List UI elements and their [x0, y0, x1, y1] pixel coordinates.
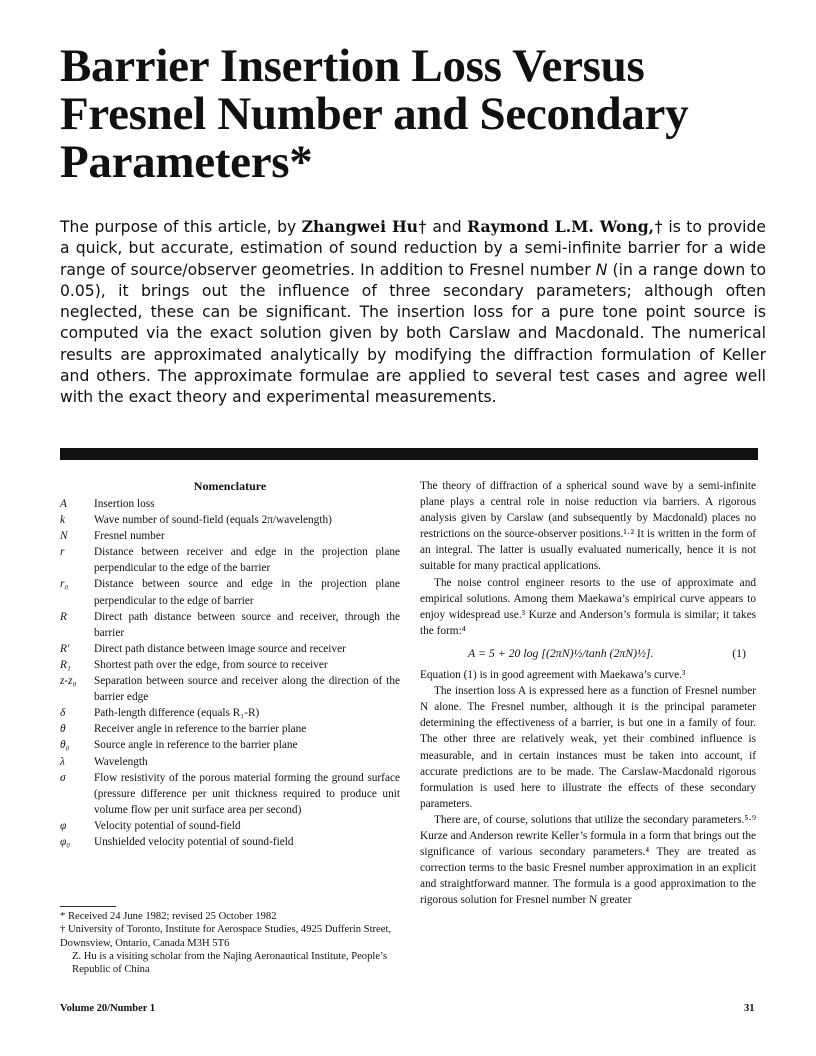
nomenclature-symbol: R — [60, 610, 67, 623]
nomenclature-description: Separation between source and receiver along the direction of the barrier edge — [94, 675, 400, 704]
author-name: Zhangwei Hu — [301, 217, 419, 236]
divider-rule — [60, 448, 758, 460]
nomenclature-description: Source angle in reference to the barrier plane — [94, 739, 298, 752]
body-paragraph: The insertion loss A is expressed here as a function of Fresnel number N alone. The Fresnel number, although it is the principal parameter determining the effectiveness of a barrier, is but one in a family of four. The other three are relatively weak, yet their combined influence is measurable, and in certain instances must be taken into account, if accurate predictions are to be made. The Carslaw-Macdonald rigorous formulation is used here to illustrate the effects of these secondary parameters. — [420, 685, 756, 810]
nomenclature-symbol: R′ — [60, 642, 70, 655]
equation-1 — [420, 639, 756, 667]
abstract-text: (in a range down to 0.05), it brings out the influence of three secondary parameters; although often neglected, these can be significant. The insertion loss for a pure tone point source is computed via the exact solution given by both Carslaw and Macdonald. The numerical results are approximated analytically by modifying the diffraction formulation of Keller and others. The approximate formulae are applied to several test cases and agree well with the exact theory and experimental measurements. — [60, 260, 766, 407]
abstract-text: and — [426, 218, 468, 236]
page-number: 31 — [744, 1003, 755, 1014]
symbol-N: N — [595, 260, 608, 279]
body-paragraph: The noise control engineer resorts to the use of approximate and empirical solutions. Among them Maekawa’s empirical curve appears to enjoy widespread use.³ Kurze and Anderson’s formula is similar; it takes the form:⁴ — [420, 576, 756, 637]
nomenclature-symbol: φ₀ — [60, 835, 71, 848]
nomenclature-description: Flow resistivity of the porous material forming the ground surface (pressure difference per unit thickness required to produce unit volume flow per unit surface area per second) — [94, 771, 400, 816]
nomenclature-description: Shortest path over the edge, from source to receiver — [94, 658, 328, 671]
nomenclature-description: Distance between receiver and edge in the projection plane perpendicular to the edge of the barrier — [94, 546, 400, 575]
nomenclature-list — [60, 496, 400, 850]
nomenclature-symbol: z-z₀ — [60, 675, 77, 688]
footnote-rule — [60, 906, 116, 907]
abstract-text: The purpose of this article, by — [60, 218, 302, 236]
nomenclature-symbol: r — [60, 546, 65, 559]
body-paragraph: There are, of course, solutions that utilize the secondary parameters.⁵·⁹ Kurze and Anderson rewrite Keller’s formula in a form that brings out the significance of various secondary parameters.⁴ They are treated as correction terms to the basic Fresnel number approximation in an explicit and straightforward manner. The formula is a good approximation to the rigorous solution for Fresnel number N greater — [420, 813, 756, 907]
article-title: Barrier Insertion Loss Versus Fresnel Number and Secondary Parameters* — [60, 40, 689, 188]
abstract-text: is to provide a quick, but accurate, estimation of sound reduction by a semi-infinite barrier for a wide range of source/observer geometries. In addition to Fresnel number — [60, 218, 766, 279]
nomenclature-section — [60, 478, 400, 850]
footnote-visiting-scholar: Z. Hu is a visiting scholar from the Najing Aeronautical Institute, People’s Republic of China — [72, 950, 388, 976]
nomenclature-description: Receiver angle in reference to the barrier plane — [94, 723, 307, 736]
dagger-mark: † — [654, 218, 663, 236]
footnote-received: * Received 24 June 1982; revised 25 October 1982 — [60, 911, 277, 922]
nomenclature-description: Wave number of sound-field (equals 2π/wavelength) — [94, 514, 332, 527]
equation-number: (1) — [732, 645, 746, 660]
nomenclature-description: Velocity potential of sound-field — [94, 819, 241, 832]
body-paragraph: The theory of diffraction of a spherical sound wave by a semi-infinite plane plays a central role in noise reduction via barriers. A rigorous analysis given by Carslaw (and subsequently by Macdonald) places no restrictions on the source-observer positions.¹·² It is written in the form of an integral. The latter is usually evaluated numerically, hence it is not suitable for many practical applications. — [420, 480, 756, 573]
nomenclature-description: Direct path distance between source and receiver, through the barrier — [94, 610, 400, 639]
nomenclature-symbol: λ — [60, 755, 65, 768]
nomenclature-description: Direct path distance between image source and receiver — [94, 642, 346, 655]
nomenclature-symbol: θ — [60, 723, 66, 736]
footnotes — [60, 910, 400, 976]
nomenclature-symbol: θ₀ — [60, 739, 70, 752]
dagger-mark: † — [418, 218, 427, 236]
abstract — [60, 216, 766, 409]
nomenclature-symbol: k — [60, 514, 66, 527]
nomenclature-symbol: σ — [60, 771, 66, 784]
body-paragraph: Equation (1) is in good agreement with Maekawa’s curve.³ — [420, 669, 686, 682]
nomenclature-description: Insertion loss — [94, 498, 155, 510]
nomenclature-symbol: N — [60, 530, 68, 543]
equation-text: A = 5 + 20 log [(2πN)½/tanh (2πN)½]. — [468, 645, 654, 660]
nomenclature-symbol: R₁ — [60, 658, 71, 671]
nomenclature-symbol: r₀ — [60, 578, 69, 591]
nomenclature-symbol: A — [60, 498, 67, 510]
body-text — [420, 478, 756, 908]
nomenclature-heading: Nomenclature — [193, 479, 267, 493]
nomenclature-description: Unshielded velocity potential of sound-field — [94, 835, 294, 848]
nomenclature-description: Wavelength — [94, 755, 148, 768]
author-name: Raymond L.M. Wong, — [467, 217, 655, 236]
nomenclature-symbol: δ — [60, 707, 66, 720]
nomenclature-description: Distance between source and edge in the projection plane perpendicular to the edge of barrier — [94, 578, 400, 607]
nomenclature-symbol: φ — [60, 819, 67, 832]
footnote-affiliation: † University of Toronto, Institute for Aerospace Studies, 4925 Dufferin Street, Downsview, Ontario, Canada M3H 5T6 — [60, 924, 392, 949]
nomenclature-description: Fresnel number — [94, 530, 165, 543]
footer-volume: Volume 20/Number 1 — [60, 1003, 156, 1014]
nomenclature-description: Path-length difference (equals R₁-R) — [94, 707, 260, 720]
